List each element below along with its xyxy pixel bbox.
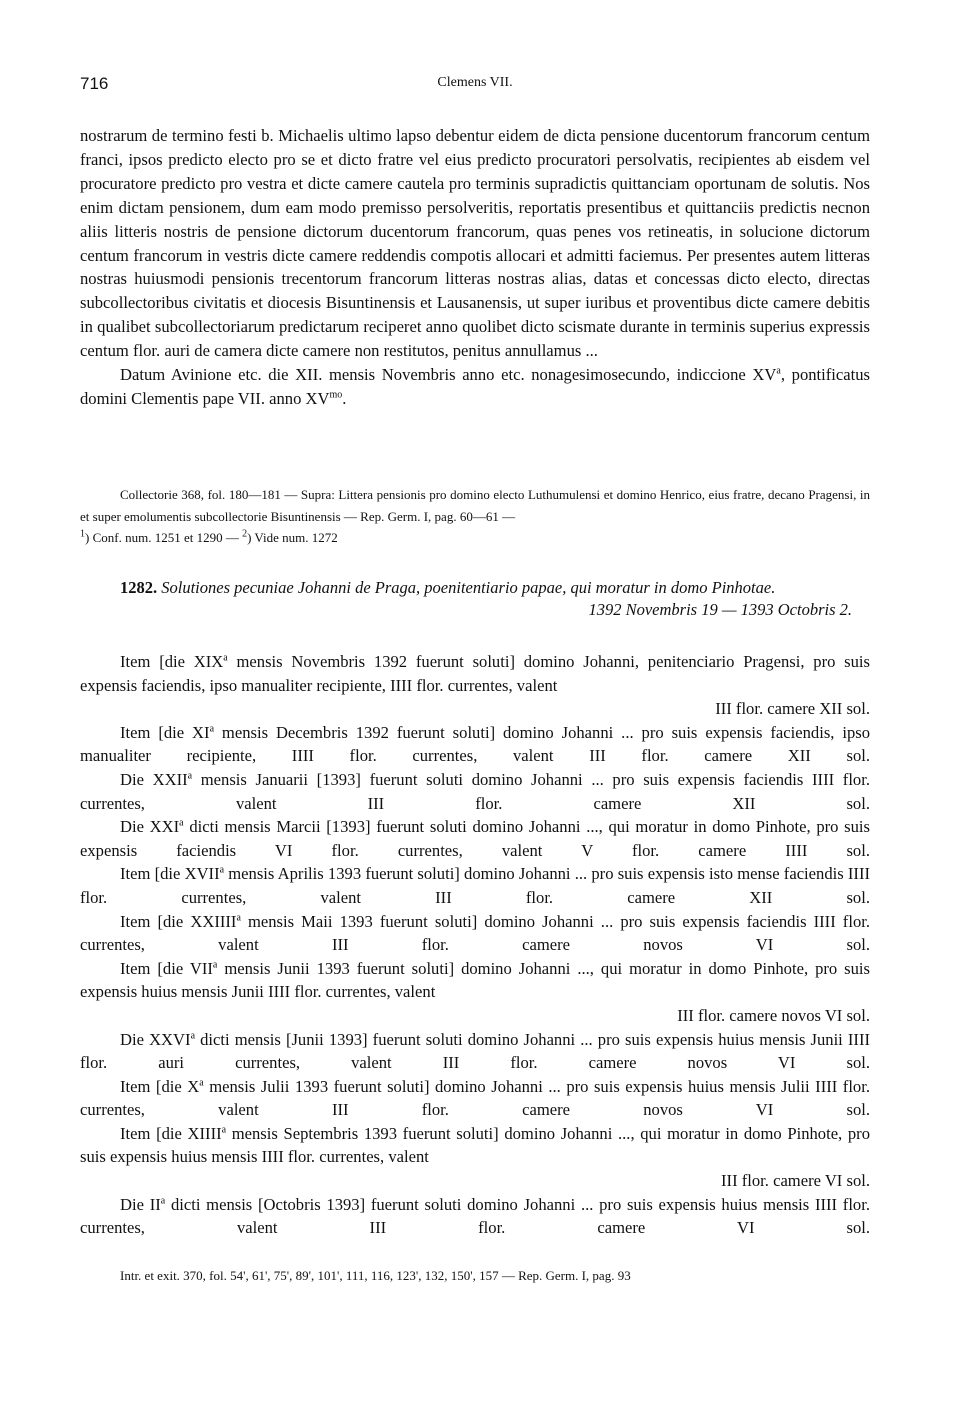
entry-amount: V flor. camere IIII sol. [581, 840, 870, 860]
dating-text-b: , pontificatus domini Clementis pape VII. anno XV [80, 365, 870, 408]
entry-amount: III flor. camere novos VI sol. [677, 1005, 870, 1025]
payment-entry [80, 650, 870, 721]
document-dates: 1392 Novembris 19 — 1393 Octobris 2. [588, 600, 852, 619]
payment-entries [80, 650, 870, 1240]
entry-text-post: dicti mensis Marcii [1393] fuerunt soluti domino Johanni ..., qui moratur in domo Pinhote, pro suis expensis faciendis VI flor. currentes, valent [80, 817, 870, 860]
entry-text-post: mensis Decembris 1392 fuerunt soluti] domino Johanni ... pro suis expensis faciendis, ipso manualiter recipiente, IIII flor. currentes, valent [80, 722, 870, 766]
entry-amount: III flor. camere novos VI sol. [331, 935, 870, 955]
source-note [80, 484, 870, 549]
document-number: 1282. [120, 578, 158, 597]
entry-text-post: mensis Januarii [1393] fuerunt soluti domino Johanni ... pro suis expensis faciendis IIII flor. currentes, valent [80, 769, 870, 813]
payment-entry [80, 721, 870, 768]
entry-amount: III flor. camere XII sol. [715, 699, 870, 719]
footnote-text: ) Conf. num. 1251 et 1290 — [85, 530, 239, 545]
entry-amount: III flor. camere novos VI sol. [331, 1100, 870, 1120]
entry-text-post: dicti mensis [Octobris 1393] fuerunt soluti domino Johanni ... pro suis expensis huius mensis IIII flor. currentes, valent [80, 1194, 870, 1238]
entry-text-pre: Item [die XI [120, 722, 210, 742]
document-page [80, 0, 870, 1411]
entry-text-pre: Item [die XXIIII [120, 911, 237, 931]
payment-entry [80, 910, 870, 957]
entry-text [80, 1075, 870, 1122]
entry-amount: III flor. camere XII sol. [589, 746, 870, 766]
entry-text-pre: Die XXII [120, 769, 188, 789]
entry-text [80, 721, 870, 768]
entry-text-post: mensis Novembris 1392 fuerunt soluti] domino Johanni, penitenciario Pragensi, pro suis expensis faciendis, ipso manualiter recipiente, IIII flor. currentes, valent [80, 652, 870, 695]
footnotes [80, 527, 870, 549]
payment-entry [80, 1193, 870, 1240]
payment-entry [80, 862, 870, 909]
entry-text-pre: Die II [120, 1194, 161, 1214]
entry-text [80, 1028, 870, 1075]
source-note-bottom: Intr. et exit. 370, fol. 54', 61', 75', 89', 101', 111, 116, 123', 132, 150', 157 — Rep. Germ. I, pag. 93 [120, 1268, 631, 1283]
entry-text-post: mensis Maii 1393 fuerunt soluti] domino Johanni ... pro suis expensis faciendis IIII flor. currentes, valent [80, 911, 870, 955]
superscript: a [221, 1124, 227, 1136]
dating-clause [80, 363, 870, 411]
entry-amount: III flor. camere VI sol. [369, 1218, 870, 1238]
entry-text [80, 910, 870, 957]
entry-amount: III flor. camere XII sol. [367, 793, 870, 813]
running-head: Clemens VII. [437, 75, 513, 90]
footnote-text: ) Vide num. 1272 [247, 530, 338, 545]
entry-text-post: dicti mensis [Junii 1393] fuerunt soluti domino Johanni ... pro suis expensis huius mensis Junii IIII flor. auri currentes, valent [80, 1029, 871, 1073]
superscript: a [199, 1077, 204, 1089]
entry-text [80, 862, 870, 909]
entry-amount-line [80, 1169, 870, 1193]
footnote-mark: 2 [242, 528, 248, 540]
superscript: a [190, 1029, 196, 1041]
superscript: a [187, 770, 193, 782]
document-title: Solutiones pecuniae Johanni de Praga, poenitentiario papae, qui moratur in domo Pinhotae. [161, 578, 776, 597]
page-header [80, 74, 870, 98]
superscript: a [219, 864, 225, 876]
superscript: a [212, 959, 218, 971]
entry-text-post: mensis Julii 1393 fuerunt soluti] domino Johanni ... pro suis expensis huius mensis Julii IIII flor. currentes, valent [80, 1076, 870, 1120]
document-heading [80, 577, 870, 621]
entry-text-pre: Item [die XIX [120, 652, 224, 671]
superscript: a [160, 1195, 166, 1207]
payment-entry [80, 1122, 870, 1193]
entry-text-pre: Item [die VII [120, 958, 213, 978]
entry-amount: III flor. camere XII sol. [435, 887, 870, 907]
payment-entry [80, 768, 870, 815]
entry-amount-line [80, 1004, 870, 1028]
entry-text-post: mensis Septembris 1393 fuerunt soluti] domino Johanni ..., qui moratur in domo Pinhote, pro suis expensis huius mensis IIII flor. currentes, valent [80, 1123, 870, 1167]
entry-amount: III flor. camere VI sol. [721, 1171, 870, 1191]
superscript: a [223, 652, 228, 664]
dating-text-a: Datum Avinione etc. die XII. mensis Novembris anno etc. nonagesimosecundo, indiccione XV [120, 365, 777, 385]
letter-continuation [80, 124, 870, 411]
entry-text [80, 1122, 870, 1169]
payment-entry [80, 815, 870, 862]
entry-amount: III flor. camere novos VI sol. [442, 1053, 871, 1073]
dating-text-c: . [342, 388, 347, 408]
letter-paragraph: nostrarum de termino festi b. Michaelis ultimo lapso debentur eidem de dicta pensione ducentorum francorum centum franci, ipsos predicto electo pro se et dicto fratre vel eius predicto procuratori persolvatis, recipientes ab eisdem vel procuratore predicto pro vestra et dicte camere cautela pro terminis supradictis quittanciam oportunam de solutis. Nos enim dictam pensionem, dum eam modo premisso persolveritis, reportatis presentibus et quittanciis predictis necnon aliis litteris nostris de pensione dictorum ducentorum francorum, quas penes vos retineatis, in solucione dictorum centum francorum in vestris dicte camere reddendis compotis allocari et admitti faciemus. Per presentes autem litteras nostras huiusmodi pensionis trecentorum francorum litteras nostras alias, datas et concessas dicto electo, directas subcollectoribus civitatis et diocesis Bisuntinensis et Lausanensis, ut super iuribus et proventibus dicte camere debitis in qualibet subcollectoriarum predictarum reciperet anno quolibet dicto scismate durante in terminis superius expressis centum flor. auri de camera dicte camere non restitutos, penitus annullamus ... [80, 126, 870, 361]
entry-text-pre: Die XXI [120, 817, 180, 837]
source-citation: Collectorie 368, fol. 180—181 — Supra: Littera pensionis pro domino electo Luthumulensi et domino Henrico, eius fratre, decano Pragensi, in et super emolumentis subcollectorie Bisuntinensis — Rep. Germ. I, pag. 60—61 — [80, 487, 870, 524]
footnote-mark: 1 [80, 528, 85, 540]
entry-text [80, 957, 870, 1004]
payment-entry [80, 1075, 870, 1122]
entry-text [80, 815, 870, 862]
entry-text [80, 1193, 870, 1240]
entry-text [80, 650, 870, 697]
entry-text-post: mensis Junii 1393 fuerunt soluti] domino Johanni ..., qui moratur in domo Pinhote, pro suis expensis huius mensis Junii IIII flor. currentes, valent [80, 958, 870, 1002]
page-number: 716 [80, 74, 109, 93]
payment-entry [80, 957, 870, 1028]
entry-text-pre: Item [die X [120, 1076, 200, 1096]
superscript: a [179, 817, 184, 829]
entry-text-pre: Item [die XVII [120, 864, 220, 884]
entry-text-pre: Item [die XIIII [120, 1123, 222, 1143]
superscript: a [776, 365, 781, 377]
entry-text-pre: Die XXVI [120, 1029, 191, 1049]
payment-entry [80, 1028, 870, 1075]
superscript: mo [329, 389, 343, 401]
superscript: a [209, 723, 215, 735]
entry-amount-line [80, 697, 870, 721]
entry-text [80, 768, 870, 815]
entry-text-post: mensis Aprilis 1393 fuerunt soluti] domino Johanni ... pro suis expensis isto mense faciendis IIII flor. currentes, valent [80, 864, 870, 907]
superscript: a [236, 912, 241, 923]
